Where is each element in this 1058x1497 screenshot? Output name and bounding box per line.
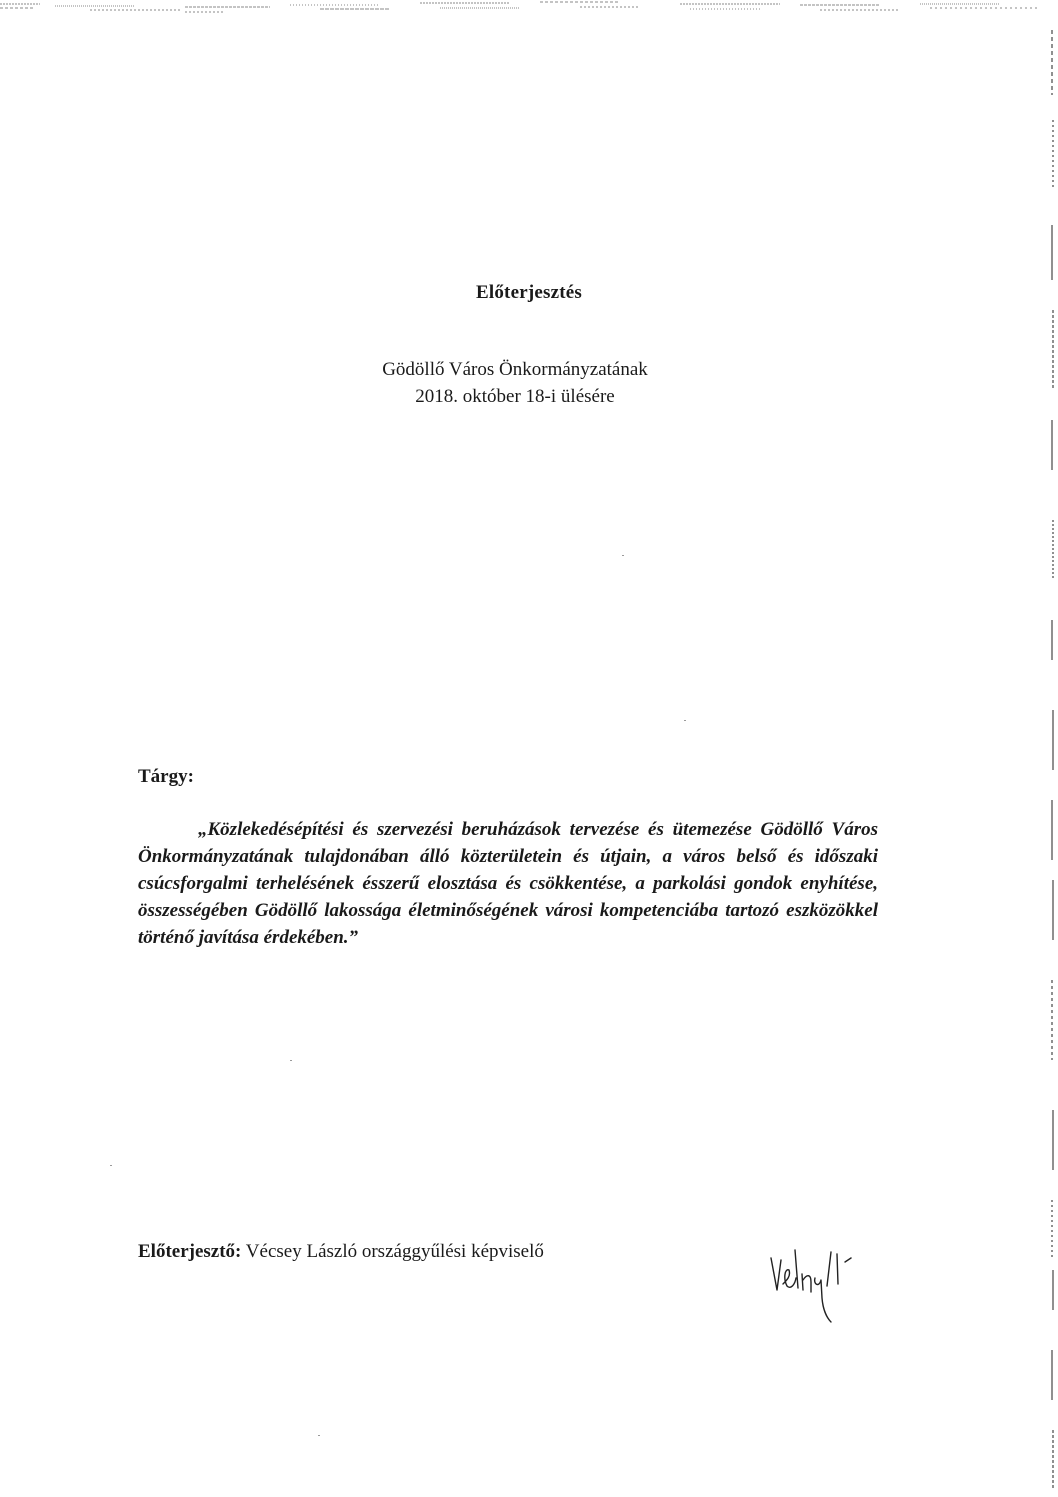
addressee-line-1: Gödöllő Város Önkormányzatának [382, 359, 648, 380]
scan-speck [110, 1165, 112, 1166]
subject-label: Tárgy: [138, 766, 194, 787]
addressee-block [0, 356, 1000, 410]
presenter-label: Előterjesztő: [138, 1241, 242, 1262]
subject-text: „Közlekedésépítési és szervezési beruházások tervezése és ütemezése Gödöllő Város Önkormányzatának tulajdonában álló közterületein és útjain, a város belső és időszaki csúcsforgalmi terhelésének ésszerű elosztása és csökkentése, a parkolási gondok enyhítése, összességében Gödöllő lakossága életminőségének városi kompetenciába tartozó eszközökkel történő javítása érdekében.” [138, 819, 878, 948]
addressee-line-2: 2018. október 18-i ülésére [415, 386, 615, 407]
scan-speck [622, 555, 624, 556]
scan-speck [318, 1435, 320, 1436]
presenter-line [138, 1241, 544, 1263]
scan-edge-top [0, 0, 1058, 14]
handwritten-signature [765, 1240, 865, 1330]
scan-edge-right [1044, 0, 1058, 1497]
scan-speck [290, 1060, 292, 1061]
scan-speck [684, 720, 686, 721]
presenter-name: Vécsey László országgyűlési képviselő [241, 1241, 544, 1262]
document-title: Előterjesztés [476, 282, 582, 303]
